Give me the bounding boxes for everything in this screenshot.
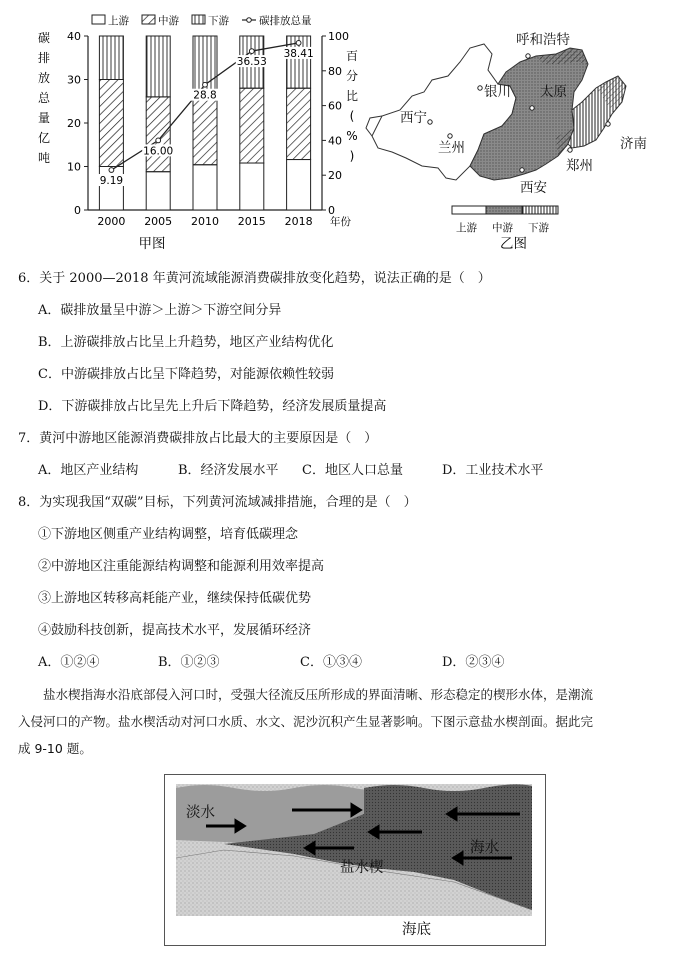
total-emission-point xyxy=(249,49,254,54)
chart-caption: 甲图 xyxy=(138,236,166,252)
q6-option-d: D．下游碳排放占比呈先上升后下降趋势，经济发展质量提高 xyxy=(38,399,387,414)
q8-option-a: A．①②④ xyxy=(38,655,100,670)
q7-option-d: D．工业技术水平 xyxy=(442,463,544,478)
q8-item-2: ②中游地区注重能源结构调整和能源利用效率提高 xyxy=(38,559,325,574)
map-legend xyxy=(452,206,558,234)
bar-upstream xyxy=(99,167,123,211)
y-right-tick-label: 0 xyxy=(328,204,335,217)
question-8-stem: 8．为实现我国“双碳”目标，下列黄河流域减排措施，合理的是（ ） xyxy=(18,495,417,510)
legend-swatch-upstream xyxy=(92,15,105,24)
city-zhengzhou: 郑州 xyxy=(566,158,593,174)
map-legend-upstream: 上游 xyxy=(456,222,477,234)
label-seabed: 海底 xyxy=(402,922,431,938)
axis-label-char: 放 xyxy=(37,71,51,85)
total-emission-point xyxy=(109,168,114,173)
bar-upstream xyxy=(193,165,217,210)
q8-item-3: ③上游地区转移高耗能产业，继续保持低碳优势 xyxy=(38,591,312,606)
map-legend-downstream: 下游 xyxy=(528,222,549,234)
axis-label-char: 吨 xyxy=(37,151,51,165)
x-tick-label: 2005 xyxy=(144,215,173,228)
axis-label-char: 亿 xyxy=(37,131,51,145)
carbon-emission-chart xyxy=(30,6,360,252)
legend-total-marker xyxy=(247,18,252,23)
q7-option-b: B．经济发展水平 xyxy=(178,463,279,478)
x-tick-label: 2010 xyxy=(191,215,219,228)
y-left-tick-label: 0 xyxy=(74,204,81,217)
yellow-river-map xyxy=(360,18,680,250)
chart-legend xyxy=(92,14,312,27)
q8-option-c: C．①③④ xyxy=(300,655,362,670)
y-left-tick-label: 10 xyxy=(67,160,81,174)
q6-option-c: C．中游碳排放占比呈下降趋势，对能源依赖性较弱 xyxy=(38,367,334,382)
axis-label-char: 百 xyxy=(345,49,359,63)
y-right-tick-label: 40 xyxy=(328,134,342,148)
x-tick-label: 2018 xyxy=(284,215,313,228)
q7-option-a: A．地区产业结构 xyxy=(38,463,139,478)
axis-label-char: % xyxy=(346,129,358,143)
map-legend-midstream: 中游 xyxy=(492,222,513,234)
y-right-tick-label: 80 xyxy=(328,64,342,78)
label-sea-water: 海水 xyxy=(470,840,499,856)
city-lanzhou: 兰州 xyxy=(438,140,465,156)
passage-line-3: 成 9-10 题。 xyxy=(18,741,92,756)
q8-option-b: B．①②③ xyxy=(158,655,220,670)
legend-swatch-midstream xyxy=(142,15,155,24)
total-emission-label: 16.00 xyxy=(143,145,174,158)
y-right-tick-label: 60 xyxy=(328,99,342,113)
city-hohhot: 呼和浩特 xyxy=(516,32,570,48)
y-left-tick-label: 30 xyxy=(67,73,81,87)
axis-label-char: ) xyxy=(349,149,355,163)
bar-downstream xyxy=(146,36,170,97)
passage-line-2: 入侵河口的产物。盐水楔活动对河口水质、水文、泥沙沉积产生显著影响。下图示意盐水楔剖面。据此完 xyxy=(18,714,594,729)
q6-option-a: A．碳排放量呈中游＞上游＞下游空间分异 xyxy=(38,303,282,318)
x-tick-label: 2000 xyxy=(97,215,126,228)
city-xining: 西宁 xyxy=(400,110,427,126)
bar-midstream xyxy=(146,97,170,172)
label-salt-wedge: 盐水楔 xyxy=(340,860,384,876)
q8-option-d: D．②③④ xyxy=(442,655,505,670)
axis-label-char: 量 xyxy=(37,111,51,125)
axis-label-char: ( xyxy=(349,109,355,123)
legend-downstream: 下游 xyxy=(208,15,229,27)
legend-upstream: 上游 xyxy=(108,15,129,27)
bar-midstream xyxy=(99,80,123,167)
y-right-tick-label: 100 xyxy=(328,30,349,43)
total-emission-label: 28.8 xyxy=(193,89,217,102)
q8-item-1: ①下游地区侧重产业结构调整，培育低碳理念 xyxy=(38,527,299,542)
city-taiyuan: 太原 xyxy=(540,84,567,100)
total-emission-point xyxy=(203,82,208,87)
y-right-tick-label: 20 xyxy=(328,169,342,183)
question-6-stem: 6．关于 2000—2018 年黄河流域能源消费碳排放变化趋势，说法正确的是（ ） xyxy=(18,271,491,286)
q7-option-c: C．地区人口总量 xyxy=(302,463,403,478)
city-yinchuan: 银川 xyxy=(484,84,511,100)
total-emission-label: 36.53 xyxy=(236,56,267,69)
axis-label-char: 分 xyxy=(345,69,359,83)
y-left-tick-label: 40 xyxy=(67,30,81,43)
axis-label-char: 比 xyxy=(345,89,359,103)
y-left-tick-label: 20 xyxy=(67,117,81,130)
axis-label-char: 碳 xyxy=(37,31,51,45)
total-emission-label: 38.41 xyxy=(283,47,314,60)
bar-midstream xyxy=(287,88,311,159)
bar-midstream xyxy=(240,88,264,163)
q8-item-4: ④鼓励科技创新，提高技术水平，发展循环经济 xyxy=(38,623,312,638)
x-axis-label: 年份 xyxy=(330,216,351,228)
map-caption: 乙图 xyxy=(500,236,527,250)
x-tick-label: 2015 xyxy=(237,215,266,228)
salt-wedge-diagram xyxy=(164,774,546,946)
salt-wedge-passage xyxy=(18,681,678,762)
axis-label-char: 排 xyxy=(37,51,51,65)
label-fresh-water: 淡水 xyxy=(186,805,215,821)
city-jinan: 济南 xyxy=(620,136,647,152)
bar-upstream xyxy=(287,160,311,210)
legend-total: 碳排放总量 xyxy=(259,15,312,27)
total-emission-point xyxy=(156,138,161,143)
bar-upstream xyxy=(146,172,170,210)
bar-upstream xyxy=(240,163,264,210)
question-7-stem: 7．黄河中游地区能源消费碳排放占比最大的主要原因是（ ） xyxy=(18,431,378,446)
city-xian: 西安 xyxy=(520,180,547,196)
q6-option-b: B．上游碳排放占比呈上升趋势，地区产业结构优化 xyxy=(38,335,334,350)
total-emission-label: 9.19 xyxy=(99,175,124,188)
legend-midstream: 中游 xyxy=(158,15,179,27)
total-emission-point xyxy=(296,41,301,46)
passage-line-1: 盐水楔指海水沿底部侵入河口时，受强大径流反压所形成的界面清晰、形态稳定的楔形水体，是潮流 xyxy=(18,687,594,702)
axis-label-char: 总 xyxy=(37,91,51,105)
legend-swatch-downstream xyxy=(192,15,205,24)
bar-downstream xyxy=(99,36,123,80)
